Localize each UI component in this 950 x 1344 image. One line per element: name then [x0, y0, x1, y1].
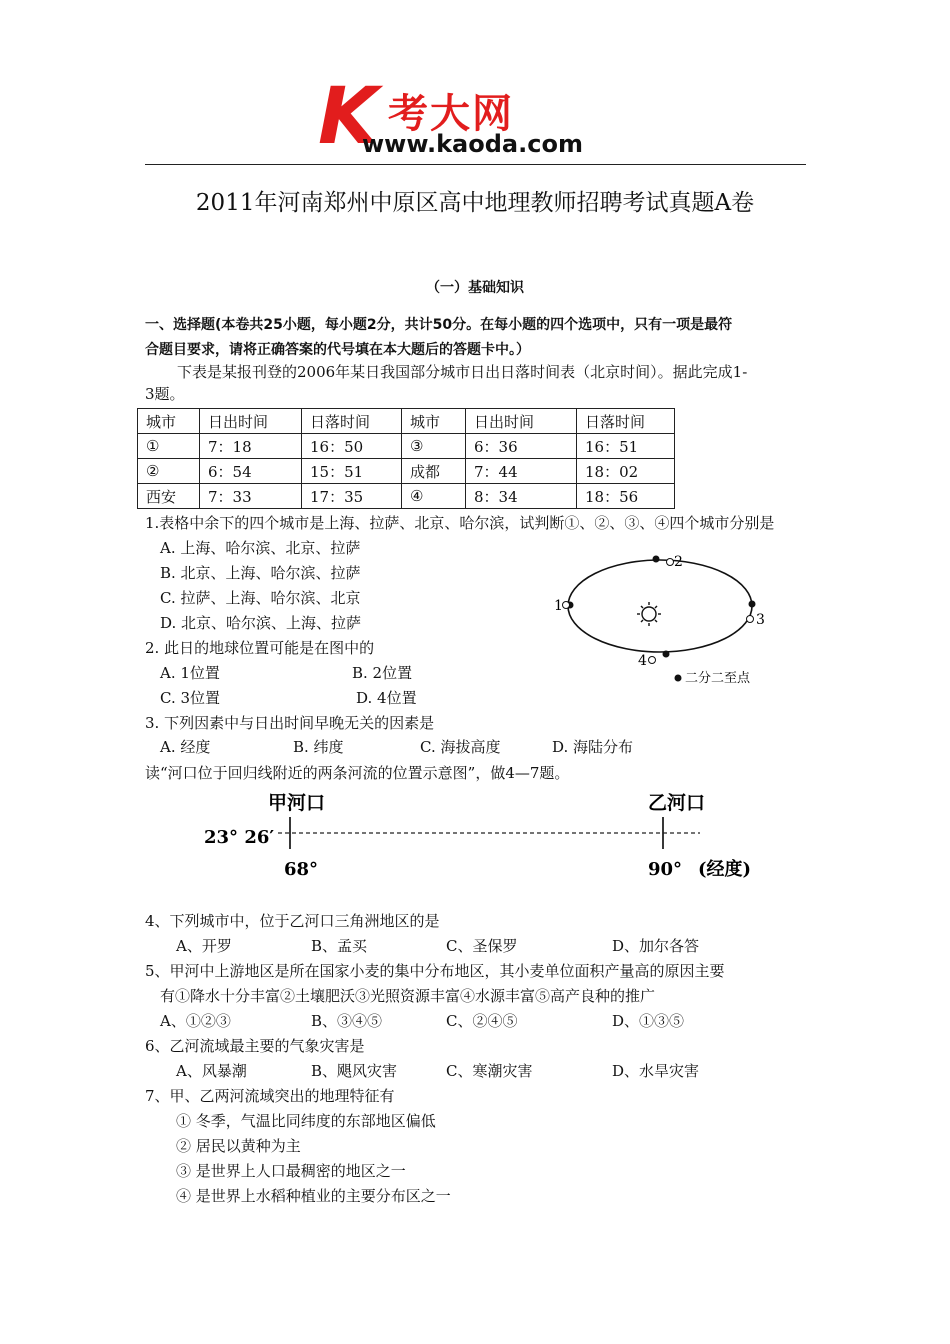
longitude-90-label: 90° — [648, 859, 683, 880]
q6-option-d: D、水旱灾害 — [612, 1062, 700, 1080]
longitude-unit-label: (经度) — [698, 859, 752, 880]
orbit-label-4: 4 — [638, 653, 647, 669]
sun-icon — [637, 602, 661, 626]
table-cell: 日落时间 — [302, 409, 402, 434]
table-row — [138, 459, 675, 484]
table-cell: 7：18 — [200, 434, 302, 459]
orbit-label-2: 2 — [674, 554, 683, 570]
table-cell: 6：36 — [466, 434, 577, 459]
earth-position-4 — [649, 657, 656, 664]
header-divider — [145, 164, 806, 165]
table-row — [138, 434, 675, 459]
section-heading: （一）基础知识 — [426, 280, 524, 296]
q4-option-b: B、孟买 — [311, 937, 368, 955]
q1-option-c: C. 拉萨、上海、哈尔滨、北京 — [160, 589, 361, 607]
table-cell: 16：50 — [302, 434, 402, 459]
sunrise-sunset-table — [137, 408, 675, 509]
q7-item-3: ③ 是世界上人口最稠密的地区之一 — [176, 1162, 406, 1180]
table-cell: ④ — [402, 484, 466, 509]
table-cell: 18：02 — [577, 459, 675, 484]
table-cell: 15：51 — [302, 459, 402, 484]
q5-option-c: C、②④⑤ — [446, 1012, 518, 1030]
table-cell: 城市 — [138, 409, 200, 434]
table-cell: 7：44 — [466, 459, 577, 484]
table-cell: 日出时间 — [200, 409, 302, 434]
river-mouth-map — [200, 785, 760, 895]
q7-item-2: ② 居民以黄种为主 — [176, 1137, 301, 1155]
orbit-label-1: 1 — [554, 598, 563, 614]
logo-cn-text: 考大网 — [388, 91, 514, 137]
table-row — [138, 409, 675, 434]
q4-option-d: D、加尔各答 — [612, 937, 700, 955]
equinox-point — [749, 601, 756, 608]
q2-option-a: A. 1位置 — [160, 664, 220, 682]
latitude-label: 23° 26′ — [204, 827, 275, 848]
q3-option-c: C. 海拔高度 — [420, 738, 501, 756]
q2-option-c: C. 3位置 — [160, 689, 221, 707]
q6-option-c: C、寒潮灾害 — [446, 1062, 533, 1080]
logo-k-mark: K — [318, 72, 375, 162]
q5-option-a: A、①②③ — [160, 1012, 231, 1030]
q3-option-d: D. 海陆分布 — [552, 738, 634, 756]
table-cell: 8：34 — [466, 484, 577, 509]
q7-item-1: ① 冬季，气温比同纬度的东部地区偏低 — [176, 1112, 436, 1130]
q1-option-a: A. 上海、哈尔滨、北京、拉萨 — [160, 539, 361, 557]
jia-river-mouth-label: 甲河口 — [268, 792, 326, 814]
table-cell: 18：56 — [577, 484, 675, 509]
earth-position-1 — [563, 602, 570, 609]
q6-option-b: B、飓风灾害 — [311, 1062, 398, 1080]
q6-stem: 6、乙河流域最主要的气象灾害是 — [145, 1037, 365, 1055]
intro-line-1: 下表是某报刊登的2006年某日我国部分城市日出日落时间表（北京时间）。据此完成1- — [177, 363, 748, 381]
q4-option-c: C、圣保罗 — [446, 937, 518, 955]
table-cell: 17：35 — [302, 484, 402, 509]
instructions-line-1: 一、选择题(本卷共25小题，每小题2分，共计50分。在每小题的四个选项中，只有一项是最符 — [145, 317, 733, 333]
table-cell: 西安 — [138, 484, 200, 509]
q2-option-d: D. 4位置 — [356, 689, 417, 707]
longitude-68-label: 68° — [284, 859, 319, 880]
table-cell: 日出时间 — [466, 409, 577, 434]
q3-option-b: B. 纬度 — [293, 738, 344, 756]
q1-stem: 1.表格中余下的四个城市是上海、拉萨、北京、哈尔滨，试判断①、②、③、④四个城市分别是 — [145, 514, 775, 532]
table-cell: ② — [138, 459, 200, 484]
q4-stem: 4、下列城市中，位于乙河口三角洲地区的是 — [145, 912, 440, 930]
earth-position-2 — [667, 559, 674, 566]
earth-orbit-diagram — [548, 548, 778, 696]
q7-item-4: ④ 是世界上水稻种植业的主要分布区之一 — [176, 1187, 451, 1205]
solstice-point — [663, 651, 670, 658]
q5-stem: 5、甲河中上游地区是所在国家小麦的集中分布地区，其小麦单位面积产量高的原因主要 — [145, 962, 725, 980]
table-cell: 成都 — [402, 459, 466, 484]
logo-url-text: www.kaoda.com — [362, 130, 583, 158]
table-cell: 6：54 — [200, 459, 302, 484]
orbit-ellipse — [568, 560, 752, 652]
q2-option-b: B. 2位置 — [352, 664, 413, 682]
table-cell: ① — [138, 434, 200, 459]
legend-dot — [675, 675, 682, 682]
table-cell: 16：51 — [577, 434, 675, 459]
q4-option-a: A、开罗 — [176, 937, 232, 955]
yi-river-mouth-label: 乙河口 — [648, 792, 706, 814]
solstice-point — [653, 556, 660, 563]
q3-option-a: A. 经度 — [160, 738, 211, 756]
table-cell: 7：33 — [200, 484, 302, 509]
read-instruction: 读“河口位于回归线附近的两条河流的位置示意图”，做4—7题。 — [145, 764, 570, 782]
intro-line-2: 3题。 — [145, 385, 185, 403]
q1-option-d: D. 北京、哈尔滨、上海、拉萨 — [160, 614, 362, 632]
page-title: 2011年河南郑州中原区高中地理教师招聘考试真题A卷 — [195, 190, 755, 216]
earth-position-3 — [747, 616, 754, 623]
q5-option-b: B、③④⑤ — [311, 1012, 383, 1030]
table-cell: 日落时间 — [577, 409, 675, 434]
instructions-line-2: 合题目要求，请将正确答案的代号填在本大题后的答题卡中。） — [145, 342, 530, 358]
orbit-legend: 二分二至点 — [685, 671, 751, 686]
kaoda-logo — [318, 72, 638, 162]
q6-option-a: A、风暴潮 — [176, 1062, 247, 1080]
q2-stem: 2. 此日的地球位置可能是在图中的 — [145, 639, 375, 657]
q5-stem-continued: 有①降水十分丰富②土壤肥沃③光照资源丰富④水源丰富⑤高产良种的推广 — [160, 987, 656, 1005]
table-row — [138, 484, 675, 509]
q3-stem: 3. 下列因素中与日出时间早晚无关的因素是 — [145, 714, 435, 732]
q5-option-d: D、①③⑤ — [612, 1012, 685, 1030]
table-cell: 城市 — [402, 409, 466, 434]
q1-option-b: B. 北京、上海、哈尔滨、拉萨 — [160, 564, 361, 582]
q7-stem: 7、甲、乙两河流域突出的地理特征有 — [145, 1087, 395, 1105]
table-cell: ③ — [402, 434, 466, 459]
orbit-label-3: 3 — [756, 612, 765, 628]
